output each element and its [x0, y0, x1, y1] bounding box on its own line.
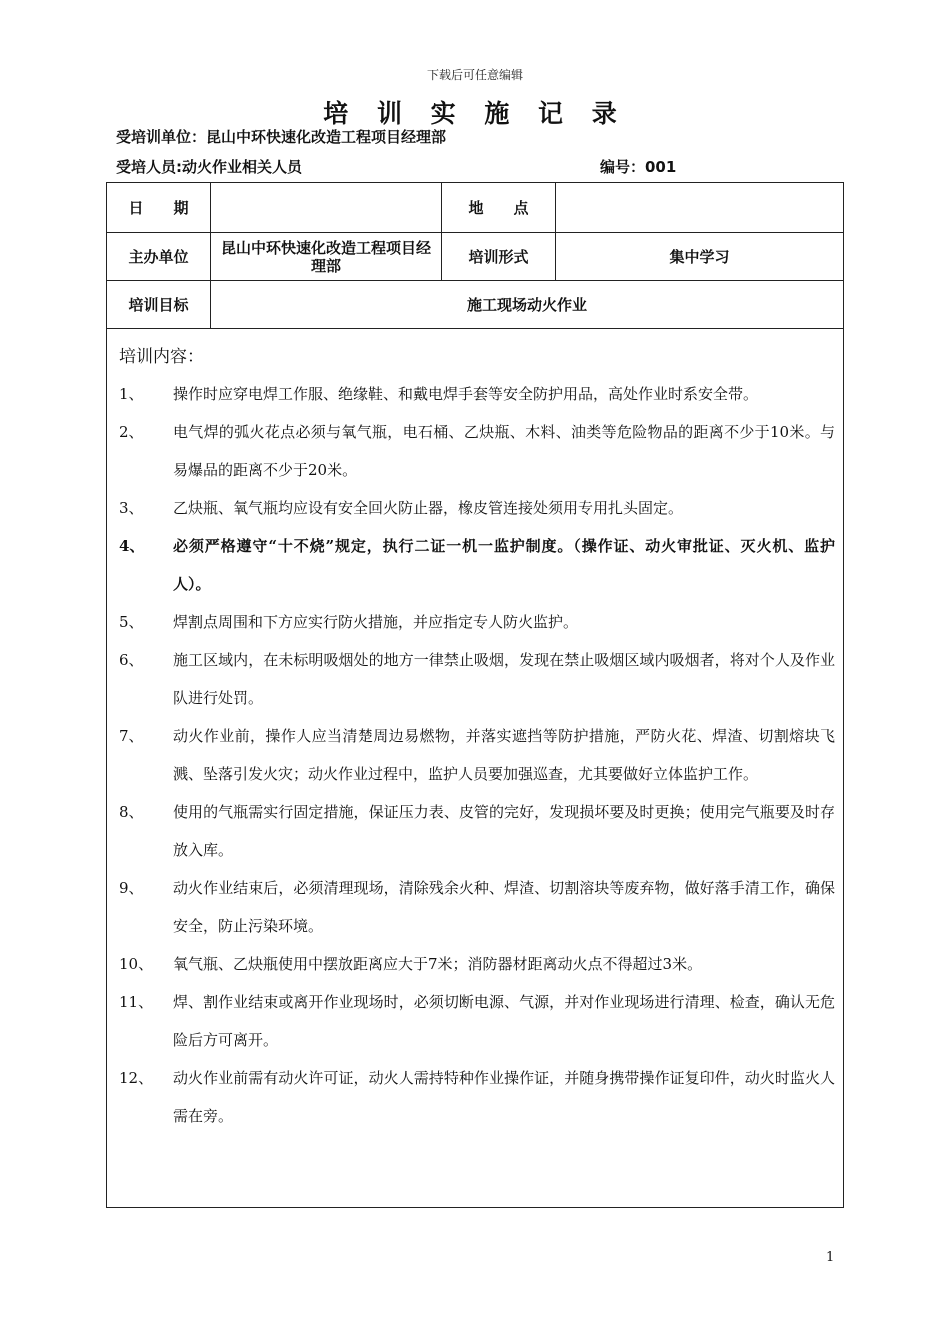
record-number: 编号：001	[600, 158, 677, 176]
item-text: 氧气瓶、乙炔瓶使用中摆放距离应大于7米；消防器材距离动火点不得超过3米。	[173, 955, 703, 973]
list-item	[107, 375, 843, 413]
list-item	[107, 945, 843, 983]
item-text: 焊割点周围和下方应实行防火措施，并应指定专人防火监护。	[173, 613, 579, 631]
date-value	[210, 183, 441, 232]
host-label: 主办单位	[128, 248, 189, 266]
list-item	[107, 489, 843, 527]
goal-label: 培训目标	[128, 296, 189, 314]
item-number: 10、	[119, 955, 154, 973]
list-item	[107, 793, 843, 869]
list-item	[107, 641, 843, 717]
item-number: 3、	[119, 499, 144, 517]
item-number: 2、	[119, 423, 144, 441]
page-title: 培 训 实 施 记 录	[323, 99, 627, 128]
item-text: 乙炔瓶、氧气瓶均应设有安全回火防止器，橡皮管连接处须用专用扎头固定。	[173, 499, 684, 517]
trainee-unit: 受培训单位：昆山中环快速化改造工程项目经理部	[116, 128, 447, 146]
trainee-people: 受培人员:动火作业相关人员	[116, 158, 302, 176]
list-item	[107, 413, 843, 489]
list-item	[107, 717, 843, 793]
list-item	[107, 1059, 843, 1135]
form-value: 集中学习	[555, 233, 843, 280]
page-number: 1	[826, 1250, 835, 1265]
list-item	[107, 603, 843, 641]
table-row-goal	[107, 281, 843, 329]
training-record-table	[106, 182, 844, 1208]
item-number: 7、	[119, 727, 144, 745]
date-label: 日 期	[128, 199, 189, 217]
item-text: 施工区域内，在未标明吸烟处的地方一律禁止吸烟，发现在禁止吸烟区域内吸烟者，将对个人及作业队进行处罚。	[173, 651, 835, 707]
list-item	[107, 983, 843, 1059]
place-value	[555, 183, 843, 232]
form-label: 培训形式	[441, 233, 555, 280]
goal-value: 施工现场动火作业	[210, 281, 843, 328]
item-text: 动火作业前需有动火许可证，动火人需持特种作业操作证，并随身携带操作证复印件，动火时监火人需在旁。	[173, 1069, 835, 1125]
item-text: 必须严格遵守“十不烧”规定，执行二证一机一监护制度。（操作证、动火审批证、灭火机、监护人）。	[173, 537, 835, 593]
header-note: 下载后可任意编辑	[426, 68, 523, 82]
item-text: 动火作业结束后，必须清理现场，清除残余火种、焊渣、切割溶块等废弃物，做好落手清工作，确保安全，防止污染环境。	[173, 879, 835, 935]
item-text: 使用的气瓶需实行固定措施，保证压力表、皮管的完好，发现损坏要及时更换；使用完气瓶要及时存放入库。	[173, 803, 835, 859]
table-row-host-form	[107, 233, 843, 281]
training-content	[107, 329, 843, 1135]
item-number: 9、	[119, 879, 144, 897]
item-number: 6、	[119, 651, 144, 669]
content-list	[107, 375, 843, 1135]
item-number: 1、	[119, 385, 144, 403]
list-item	[107, 869, 843, 945]
item-text: 焊、割作业结束或离开作业现场时，必须切断电源、气源，并对作业现场进行清理、检查，确认无危险后方可离开。	[173, 993, 835, 1049]
list-item	[107, 527, 843, 603]
item-number: 8、	[119, 803, 144, 821]
content-label: 培训内容：	[119, 347, 204, 367]
item-text: 电气焊的弧火花点必须与氧气瓶，电石桶、乙炔瓶、木料、油类等危险物品的距离不少于10米。与易爆品的距离不少于20米。	[173, 423, 835, 479]
item-text: 操作时应穿电焊工作服、绝缘鞋、和戴电焊手套等安全防护用品，高处作业时系安全带。	[173, 385, 759, 403]
table-row-date-place	[107, 183, 843, 233]
host-value: 昆山中环快速化改造工程项目经理部	[210, 233, 441, 280]
item-number: 11、	[119, 993, 154, 1011]
item-number: 4、	[119, 537, 145, 555]
item-text: 动火作业前，操作人应当清楚周边易燃物，并落实遮挡等防护措施，严防火花、焊渣、切割熔块飞溅、坠落引发火灾；动火作业过程中，监护人员要加强巡查，尤其要做好立体监护工作。	[173, 727, 835, 783]
place-label: 地 点	[441, 183, 555, 232]
item-number: 12、	[119, 1069, 154, 1087]
item-number: 5、	[119, 613, 144, 631]
